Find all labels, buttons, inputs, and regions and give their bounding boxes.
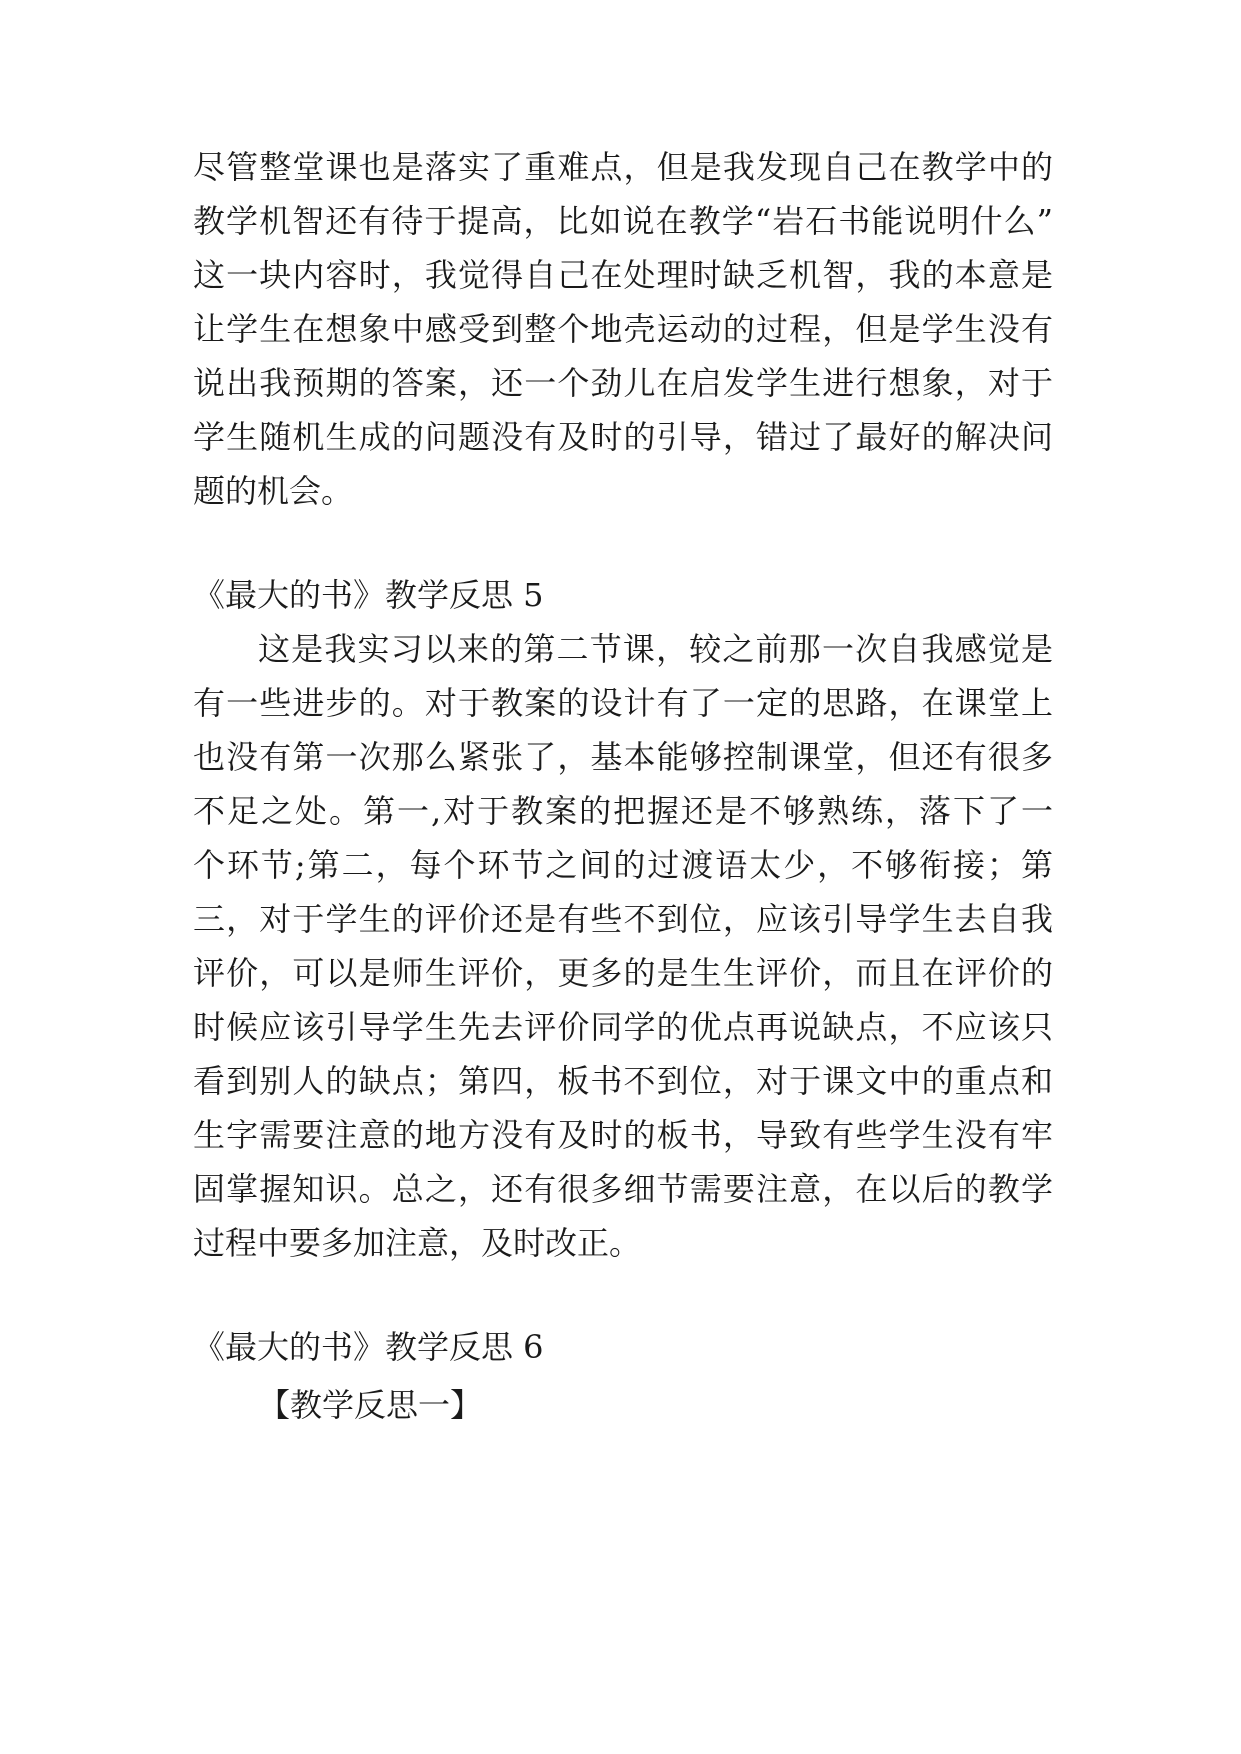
paragraph-line: 看到别人的缺点；第四，板书不到位，对于课文中的重点和 (193, 1062, 1053, 1100)
paragraph-line: 题的机会。 (193, 472, 354, 510)
section-title: 《最大的书》教学反思 6 (193, 1328, 544, 1366)
paragraph-line: 这是我实习以来的第二节课，较之前那一次自我感觉是 (258, 630, 1053, 668)
paragraph-line: 这一块内容时，我觉得自己在处理时缺乏机智，我的本意是 (193, 256, 1053, 294)
paragraph-line: 过程中要多加注意，及时改正。 (193, 1224, 642, 1262)
paragraph-line: 学生随机生成的问题没有及时的引导，错过了最好的解决问 (193, 418, 1053, 456)
paragraph-line: 生字需要注意的地方没有及时的板书，导致有些学生没有牢 (193, 1116, 1053, 1154)
paragraph-line: 说出我预期的答案，还一个劲儿在启发学生进行想象，对于 (193, 364, 1053, 402)
paragraph-line: 不足之处。第一,对于教案的把握还是不够熟练，落下了一 (193, 792, 1053, 830)
paragraph-line: 个环节;第二，每个环节之间的过渡语太少，不够衔接；第 (193, 846, 1053, 884)
paragraph-line: 有一些进步的。对于教案的设计有了一定的思路，在课堂上 (193, 684, 1053, 722)
paragraph-line: 三，对于学生的评价还是有些不到位，应该引导学生去自我 (193, 900, 1053, 938)
subheading: 【教学反思一】 (258, 1386, 483, 1424)
paragraph-line: 时候应该引导学生先去评价同学的优点再说缺点，不应该只 (193, 1008, 1053, 1046)
paragraph-line: 评价，可以是师生评价，更多的是生生评价，而且在评价的 (193, 954, 1053, 992)
paragraph-line: 让学生在想象中感受到整个地壳运动的过程，但是学生没有 (193, 310, 1053, 348)
paragraph-line: 也没有第一次那么紧张了，基本能够控制课堂，但还有很多 (193, 738, 1053, 776)
section-title: 《最大的书》教学反思 5 (193, 576, 544, 614)
paragraph-line: 教学机智还有待于提高，比如说在教学“岩石书能说明什么” (193, 202, 1053, 240)
paragraph-line: 尽管整堂课也是落实了重难点，但是我发现自己在教学中的 (193, 148, 1053, 186)
paragraph-line: 固掌握知识。总之，还有很多细节需要注意，在以后的教学 (193, 1170, 1053, 1208)
